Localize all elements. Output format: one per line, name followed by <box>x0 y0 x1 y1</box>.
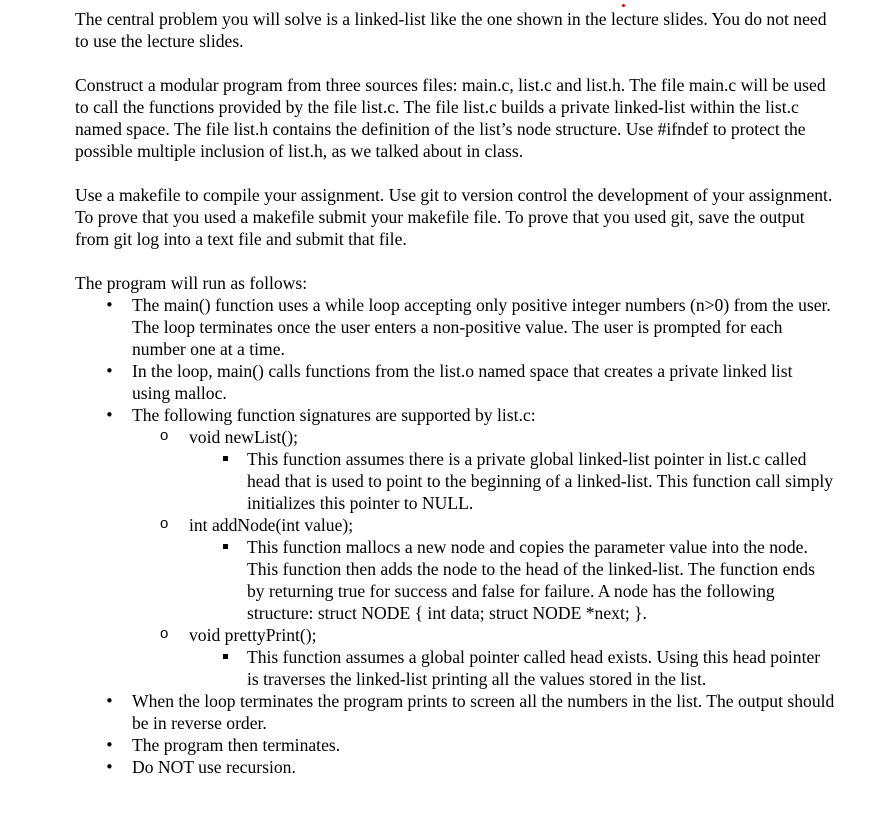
makefile-git-paragraph: Use a makefile to compile your assignment. Use git to version control the development of your assignment. To prove that you used a makefile submit your makefile file. To prove that you used git, save the output from git log into a text file and submit that file. <box>75 185 833 249</box>
function-description: This function assumes a global pointer called head exists. Using this head pointer is traverses the linked-list printing all the values stored in the list. <box>189 646 835 690</box>
function-prettyprint <box>132 624 835 646</box>
list-item-terminate: • The program then terminates. <box>75 734 835 756</box>
function-signature: void prettyPrint(); <box>189 625 317 645</box>
list-item-reverse-output: • When the loop terminates the program prints to screen all the numbers in the list. The output should be in reverse order. <box>75 690 835 734</box>
list-item-main-loop: • The main() function uses a while loop accepting only positive integer numbers (n>0) from the user. The loop terminates once the user enters a non-positive value. The user is prompted for each number one at a time. <box>75 294 835 360</box>
function-list <box>132 426 835 690</box>
run-intro: The program will run as follows: <box>75 273 308 293</box>
function-description: This function mallocs a new node and copies the parameter value into the node. This function then adds the node to the head of the linked-list. The function ends by returning true for success and false for failure. A node has the following structure: struct NODE { int data; struct NODE *next; }. <box>189 536 835 624</box>
run-steps-list <box>75 294 835 426</box>
function-newlist <box>132 426 835 448</box>
assignment-document <box>75 8 835 778</box>
signatures-label: The following function signatures are supported by list.c: <box>132 405 536 425</box>
function-signature: void newList(); <box>189 427 298 447</box>
function-addnode <box>132 514 835 536</box>
list-item-signatures <box>75 404 835 426</box>
function-description: This function assumes there is a private global linked-list pointer in list.c called head that is used to point to the beginning of a linked-list. This function call simply initializes this pointer to NULL. <box>189 448 835 514</box>
function-signature: int addNode(int value); <box>189 515 354 535</box>
intro-paragraph: The central problem you will solve is a linked-list like the one shown in the lecture slides. You do not need to use the lecture slides. <box>75 9 827 51</box>
list-item-no-recursion: • Do NOT use recursion. <box>75 756 835 778</box>
modular-program-paragraph: Construct a modular program from three sources files: main.c, list.c and list.h. The file main.c will be used to call the functions provided by the file list.c. The file list.c builds a private linked-list within the list.c named space. The file list.h contains the definition of the list’s node structure. Use #ifndef to protect the possible multiple inclusion of list.h, as we talked about in class. <box>75 75 826 161</box>
list-item-malloc: • In the loop, main() calls functions from the list.o named space that creates a private linked list using malloc. <box>75 360 835 404</box>
red-marker-dot <box>622 4 625 7</box>
closing-steps-list <box>75 690 835 778</box>
